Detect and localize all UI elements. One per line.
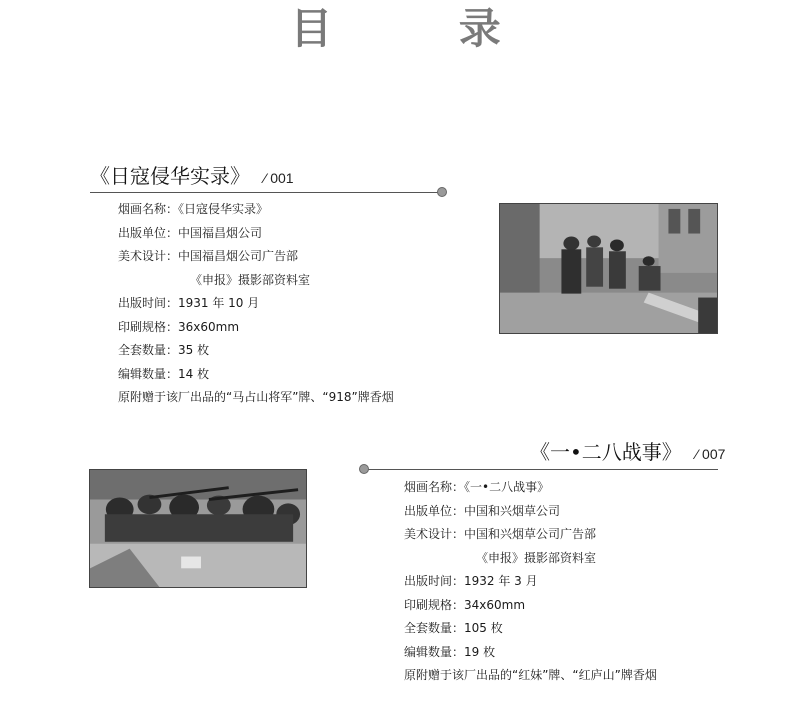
info-row: 出版单位：中国和兴烟草公司 (404, 503, 561, 518)
info-row: 美术设计：中国和兴烟草公司广告部 (404, 527, 597, 541)
info-row: 出版时间：1932 年 3 月 (404, 574, 538, 588)
entry-info-1 (118, 198, 394, 410)
info-row: 原附赠于该厂出品的“红妹”牌、“红庐山”牌香烟 (404, 668, 657, 682)
entry-number: ⁄ 007 (695, 446, 726, 462)
info-row: 烟画名称：《日寇侵华实录》 (118, 202, 269, 216)
info-row: 印刷规格：36x60mm (118, 319, 240, 334)
entry-photo-1 (499, 203, 718, 334)
info-row: 出版单位：中国福昌烟公司 (118, 225, 263, 240)
info-row: 原附赠于该厂出品的“马占山将军”牌、“918”牌香烟 (118, 390, 394, 404)
page-title: 目 录 (290, 4, 557, 53)
entry-title-2 (530, 436, 725, 465)
info-row: 《申报》摄影部资料室 (476, 550, 597, 565)
info-row: 编辑数量：14 枚 (118, 366, 210, 381)
entry-rule-dot-1 (437, 187, 447, 197)
info-row: 美术设计：中国福昌烟公司广告部 (118, 249, 299, 263)
entry-rule-dot-2 (359, 464, 369, 474)
entry-number: ⁄ 001 (264, 170, 294, 186)
entry-rule-1 (90, 192, 442, 193)
entry-title-text: 《日寇侵华实录》 (90, 164, 250, 188)
info-row: 全套数量：35 枚 (118, 343, 210, 357)
entry-title-1 (90, 160, 294, 189)
info-row: 全套数量：105 枚 (404, 621, 503, 635)
entry-rule-2 (368, 469, 718, 470)
info-row: 烟画名称：《一•二八战事》 (404, 480, 550, 494)
entry-photo-2 (89, 469, 307, 588)
info-row: 出版时间：1931 年 10 月 (118, 296, 260, 310)
info-row: 《申报》摄影部资料室 (190, 272, 311, 287)
info-row: 印刷规格：34x60mm (404, 597, 526, 612)
info-row: 编辑数量：19 枚 (404, 644, 496, 659)
entry-title-text: 《一•二八战事》 (530, 440, 682, 464)
entry-info-2 (404, 476, 657, 688)
